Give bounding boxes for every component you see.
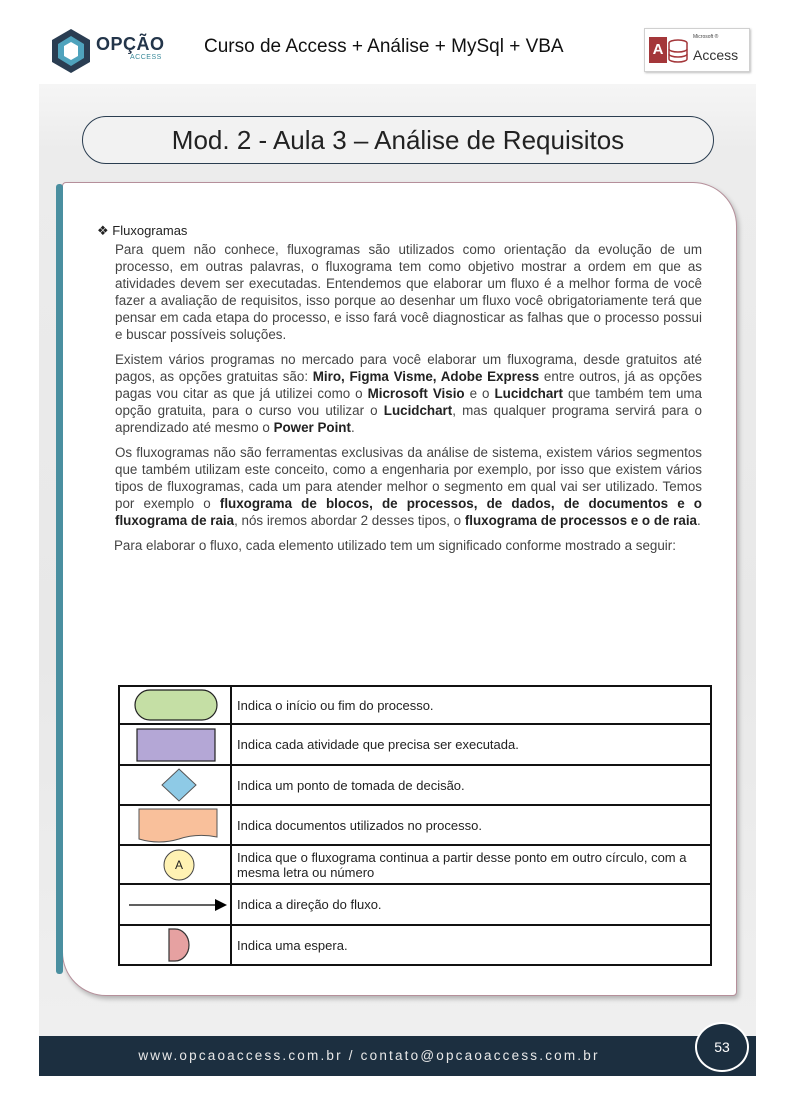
legend-row: [119, 884, 711, 925]
terminator-shape-icon: [123, 687, 227, 723]
symbol-cell: [119, 724, 231, 765]
text-run: Os fluxogramas não são ferramentas exclusivas da análise de sistema, existem vários segmentos que também utilizam este conceito, como a engenharia por exemplo, por isso que existem vários tipos de fluxogramas, cada um para atender melhor o segmento em qual vai ser utilizado. Temos por exemplo o: [115, 445, 702, 511]
symbol-cell: [119, 765, 231, 805]
access-logo-name: Access: [693, 47, 739, 63]
content-body: [97, 222, 702, 562]
text-run: entre outros, já as opções pagas vou citar as que já utilizei como o: [115, 369, 702, 401]
footer-contact: www.opcaoaccess.com.br / contato@opcaoaccess.com.br: [138, 1048, 600, 1063]
symbol-cell: [119, 925, 231, 965]
course-title: Curso de Access + Análise + MySql + VBA: [204, 36, 564, 57]
text-run: .: [697, 513, 701, 528]
bold-text: fluxograma de processos e o de raia: [464, 513, 698, 528]
bold-text: fluxograma de blocos, de processos, de dados, de documentos e o fluxograma de raia: [115, 496, 702, 528]
arrow-right-icon: [123, 887, 227, 923]
logo-subtext: ACCESS: [130, 54, 162, 61]
section-heading: [97, 222, 702, 239]
text-run: Existem vários programas no mercado para você elaborar um fluxograma, desde gratuitos até pagos, as opções gratuitas são:: [115, 352, 702, 384]
logo-text: OPÇÃO: [96, 34, 165, 54]
paragraph-4: Para elaborar o fluxo, cada elemento utilizado tem um significado conforme mostrado a seguir:: [114, 538, 676, 553]
symbol-description: Indica um ponto de tomada de decisão.: [231, 765, 711, 805]
symbol-cell: [119, 686, 231, 724]
legend-row: [119, 686, 711, 724]
footer-bar: [39, 1036, 756, 1076]
database-icon: [667, 39, 689, 63]
bullet-icon: ❖: [97, 223, 109, 238]
text-run: .: [350, 420, 355, 435]
text-run: , nós iremos abordar 2 desses tipos, o: [234, 513, 465, 528]
legend-row: [119, 724, 711, 765]
legend-row: [119, 845, 711, 884]
decision-shape-icon: [123, 767, 227, 803]
legend-row: [119, 925, 711, 965]
process-shape-icon: [123, 727, 227, 763]
symbol-cell: [119, 805, 231, 845]
paragraph-3: [115, 444, 702, 529]
symbol-cell: [119, 845, 231, 884]
symbol-description: Indica o início ou fim do processo.: [231, 686, 711, 724]
legend-row: [119, 805, 711, 845]
page-title: Mod. 2 - Aula 3 – Análise de Requisitos: [82, 116, 714, 164]
access-a-icon: A: [649, 37, 667, 63]
access-logo-small-text: Microsoft ®: [693, 34, 719, 40]
bold-text: Lucidchart: [494, 386, 563, 401]
symbol-description: Indica uma espera.: [231, 925, 711, 965]
bold-text: Miro, Figma Visme, Adobe Express: [312, 369, 540, 384]
delay-shape-icon: [123, 927, 227, 963]
bold-text: Microsoft Visio: [367, 386, 465, 401]
paragraph-2: [115, 351, 702, 436]
text-run: e o: [464, 386, 495, 401]
section-heading-text: Fluxogramas: [112, 223, 188, 238]
text-run: que também tem uma opção gratuita, para o curso vou utilizar o: [115, 386, 702, 418]
page-number: 53: [695, 1022, 749, 1072]
connector-shape-icon: [123, 847, 227, 883]
card-accent-bar: [56, 184, 63, 974]
symbol-description: Indica a direção do fluxo.: [231, 884, 711, 925]
access-logo: [644, 28, 750, 72]
bold-text: Power Point: [273, 420, 351, 435]
bold-text: Lucidchart: [383, 403, 453, 418]
symbol-description: Indica cada atividade que precisa ser executada.: [231, 724, 711, 765]
document-shape-icon: [123, 807, 227, 843]
legend-row: [119, 765, 711, 805]
symbol-description: Indica que o fluxograma continua a partir desse ponto em outro círculo, com a mesma letra ou número: [231, 845, 711, 884]
symbol-cell: [119, 884, 231, 925]
connector-label: A: [174, 857, 184, 872]
text-run: , mas qualquer programa servirá para o aprendizado até mesmo o: [115, 403, 702, 435]
flowchart-symbols-table: [118, 685, 712, 966]
paragraph-1: Para quem não conhece, fluxogramas são utilizados como orientação da evolução de um processo, em outras palavras, o fluxograma tem como objetivo mostrar a ordem em que as atividades devem ser executadas. Entendemos que elaborar um fluxo é a melhor forma de você fazer a avaliação de requisitos, isso porque ao desenhar um fluxo você obrigatoriamente terá que pensar em cada etapa do processo, e isso fará você diagnosticar as falhas que o processo possui e buscar possíveis soluções.: [115, 242, 702, 342]
symbol-description: Indica documentos utilizados no processo.: [231, 805, 711, 845]
